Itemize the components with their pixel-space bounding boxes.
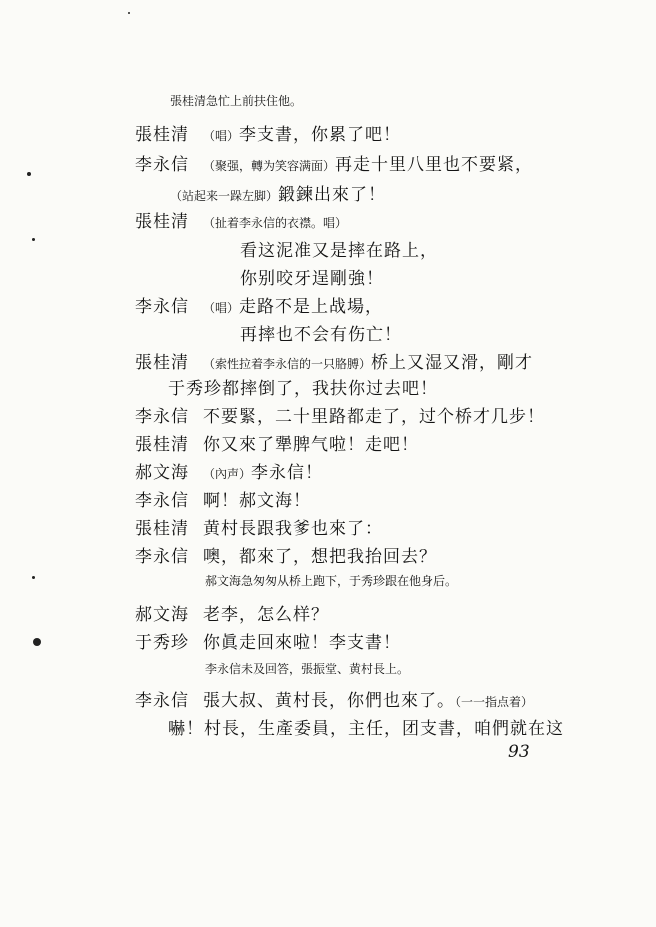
speaker-name: 張桂清 <box>135 353 189 373</box>
spoken-text: 你眞走回來啦！李支書！ <box>203 633 401 653</box>
stage-note: （一一指点着） <box>455 695 534 709</box>
stage-note: （唱） <box>203 301 240 315</box>
dialogue-line <box>135 458 323 483</box>
speaker-name: 李永信 <box>135 547 189 567</box>
speaker-name: 于秀珍 <box>135 633 189 653</box>
stage-direction: 李永信未及回答，張振堂、黄村長上。 <box>205 662 410 676</box>
speaker-name: 郝文海 <box>135 605 189 625</box>
speaker-name: 張桂清 <box>135 435 189 455</box>
speaker-name: 李永信 <box>135 155 189 175</box>
continuation-line: 嚇！村長，生產委員，主任，团支書，咱們就在这 <box>168 719 564 739</box>
margin-mark <box>27 172 31 176</box>
page-number: 93 <box>508 742 530 762</box>
speaker-name: 李永信 <box>135 491 189 511</box>
dialogue-line <box>135 430 419 455</box>
margin-mark <box>128 12 130 14</box>
speaker-name: 張桂清 <box>135 125 189 145</box>
speaker-name: 張桂清 <box>135 212 189 232</box>
dialogue-line <box>135 120 401 145</box>
dialogue-line <box>135 402 545 427</box>
speaker-name: 李永信 <box>135 407 189 427</box>
dialogue-line <box>135 686 533 711</box>
dialogue-line <box>135 150 533 175</box>
spoken-text: 李永信！ <box>251 463 324 483</box>
dialogue-line <box>135 292 383 317</box>
spoken-text: 鍛鍊出來了！ <box>278 185 387 205</box>
spoken-text: 李支書，你累了吧！ <box>239 125 402 145</box>
dialogue-line <box>135 600 329 625</box>
spoken-text: 老李，怎么样？ <box>203 605 329 625</box>
spoken-text: 不要緊，二十里路都走了，过个桥才几步！ <box>203 407 545 427</box>
verse-line: 你别咬牙逞剛強！ <box>240 269 384 289</box>
stage-note: （站起来一跺左脚） <box>170 189 279 203</box>
speaker-name: 李永信 <box>135 691 189 711</box>
dialogue-line <box>135 542 437 567</box>
verse-line: 再摔也不会有伤亡！ <box>240 325 402 345</box>
spoken-text: 走路不是上战場， <box>239 297 384 317</box>
stage-note: （索性拉着李永信的一只胳膊） <box>203 357 372 371</box>
margin-mark <box>32 238 35 241</box>
dialogue-line <box>170 180 386 205</box>
dialogue-line <box>135 514 383 539</box>
stage-direction: 張桂清急忙上前扶住他。 <box>170 94 303 108</box>
spoken-text: 你又來了犟脾气啦！走吧！ <box>203 435 419 455</box>
margin-mark <box>33 638 41 646</box>
spoken-text: 再走十里八里也不要紧， <box>335 155 534 175</box>
continuation-line: 于秀珍都摔倒了，我扶你过去吧！ <box>168 379 438 399</box>
dialogue-line <box>135 628 401 653</box>
spoken-text: 噢，都來了，想把我抬回去？ <box>203 547 437 567</box>
stage-direction: 郝文海急匆匆从桥上跑下，于秀珍跟在他身后。 <box>205 574 458 588</box>
speaker-name: 郝文海 <box>135 463 189 483</box>
margin-mark <box>32 576 35 579</box>
stage-note: （內声） <box>203 467 252 481</box>
stage-note: （扯着李永信的衣襟。唱） <box>203 216 348 230</box>
spoken-text: 張大叔、黄村長，你們也來了。 <box>203 691 455 711</box>
stage-note: （聚强，轉为笑容满面） <box>203 159 336 173</box>
spoken-text: 桥上又湿又滑，剛才 <box>371 353 534 373</box>
speaker-name: 張桂清 <box>135 519 189 539</box>
stage-note: （唱） <box>203 129 240 143</box>
dialogue-line <box>135 348 533 373</box>
spoken-text: 黄村長跟我爹也來了： <box>203 519 383 539</box>
verse-line: 看这泥准又是摔在路上， <box>240 241 438 261</box>
speaker-name: 李永信 <box>135 297 189 317</box>
spoken-text: 啊！郝文海！ <box>203 491 311 511</box>
dialogue-line <box>135 207 347 232</box>
dialogue-line <box>135 486 311 511</box>
